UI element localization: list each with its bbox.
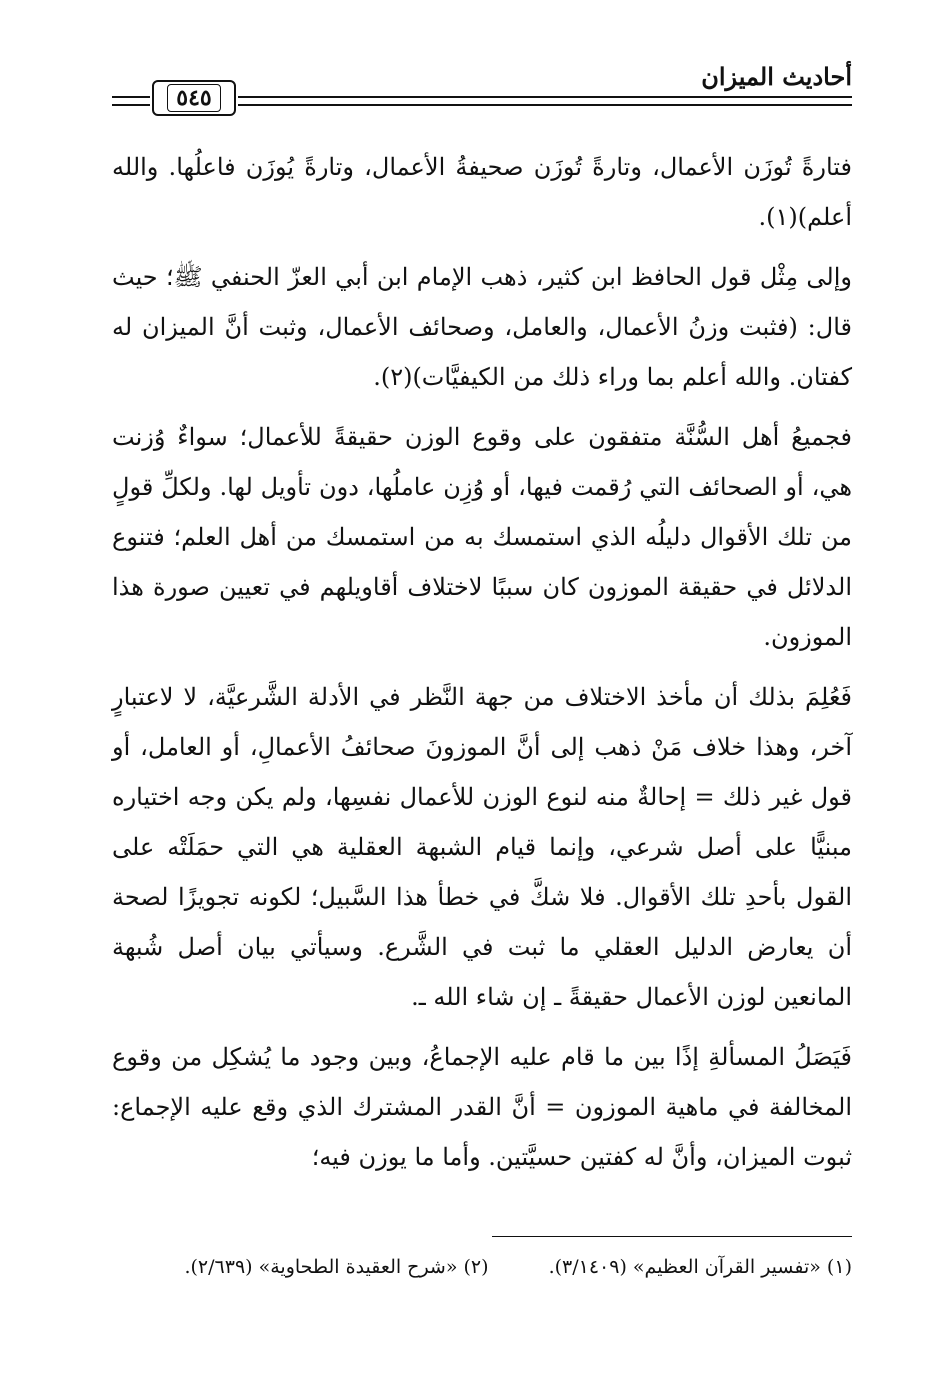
footnote-1: (١) «تفسير القرآن العظيم» (٣/١٤٠٩). — [548, 1256, 852, 1278]
page-number: ٥٤٥ — [167, 84, 220, 112]
header-double-rule-left — [112, 96, 150, 106]
paragraph-4: فَعُلِمَ بذلك أن مأخذ الاختلاف من جهة النَّظر في الأدلة الشَّرعيَّة، لا لاعتبارٍ آخر، وهذا خلاف مَنْ ذهب إلى أنَّ الموزونَ صحائفُ الأعمالِ، أو العامل، أو قول غير ذلك = إحالةٌ منه لنوع الوزن للأعمال نفسِها، ولم يكن وجه اختياره مبنيًّا على أصل شرعي، وإنما قيام الشبهة العقلية هي التي حمَلَتْه على القول بأحدِ تلك الأقوال. فلا شكَّ في خطأ هذا السَّبيل؛ لكونه تجويزًا لصحة أن يعارض الدليل العقلي ما ثبت في الشَّرع. وسيأتي بيان أصل شُبهة المانعين لوزن الأعمال حقيقةً ـ إن شاء الله ـ. — [112, 683, 853, 1011]
running-header-title: أحاديث الميزان — [701, 62, 852, 91]
paragraph-5: فَيَصَلُ المسألةِ إذًا بين ما قام عليه الإجماعُ، وبين وجود ما يُشكِل من وقوع المخالفة في ماهية الموزون = أنَّ القدر المشترك الذي وقع عليه الإجماع: ثبوت الميزان، وأنَّ له كفتين حسيَّتين. وأما ما يوزن فيه؛ — [112, 1043, 852, 1171]
page-number-frame — [152, 80, 236, 116]
footnote-separator — [492, 1236, 852, 1237]
paragraph-2: وإلى مِثْل قول الحافظ ابن كثير، ذهب الإمام ابن أبي العزّ الحنفي ﷺ؛ حيث قال: (فثبت وزنُ الأعمال، والعامل، وصحائف الأعمال، وثبت أنَّ الميزان له كفتان. والله أعلم بما وراء ذلك من الكيفيَّات)(٢). — [112, 263, 852, 391]
main-text — [112, 142, 852, 1182]
paragraph-3: فجميعُ أهل السُّنَّة متفقون على وقوع الوزن حقيقةً للأعمال؛ سواءٌ وُزنت هي، أو الصحائف التي رُقمت فيها، أو وُزِن عاملُها، دون تأويل لها. ولكلِّ قولٍ من تلك الأقوال دليلُه الذي استمسك به من استمسك من أهل العلم؛ فتنوع الدلائل في حقيقة الموزون كان سببًا لاختلاف أقاويلهم في تعيين صورة هذا الموزون. — [112, 423, 852, 651]
header-rule — [112, 78, 852, 118]
footnotes — [112, 1256, 852, 1278]
header-double-rule-right — [238, 96, 852, 106]
footnote-2: (٢) «شرح العقيدة الطحاوية» (٢/٦٣٩). — [184, 1256, 489, 1278]
paragraph-1: فتارةً تُوزَن الأعمال، وتارةً تُوزَن صحيفةُ الأعمال، وتارةً يُوزَن فاعلُها. والله أعلم)(١). — [112, 153, 852, 231]
